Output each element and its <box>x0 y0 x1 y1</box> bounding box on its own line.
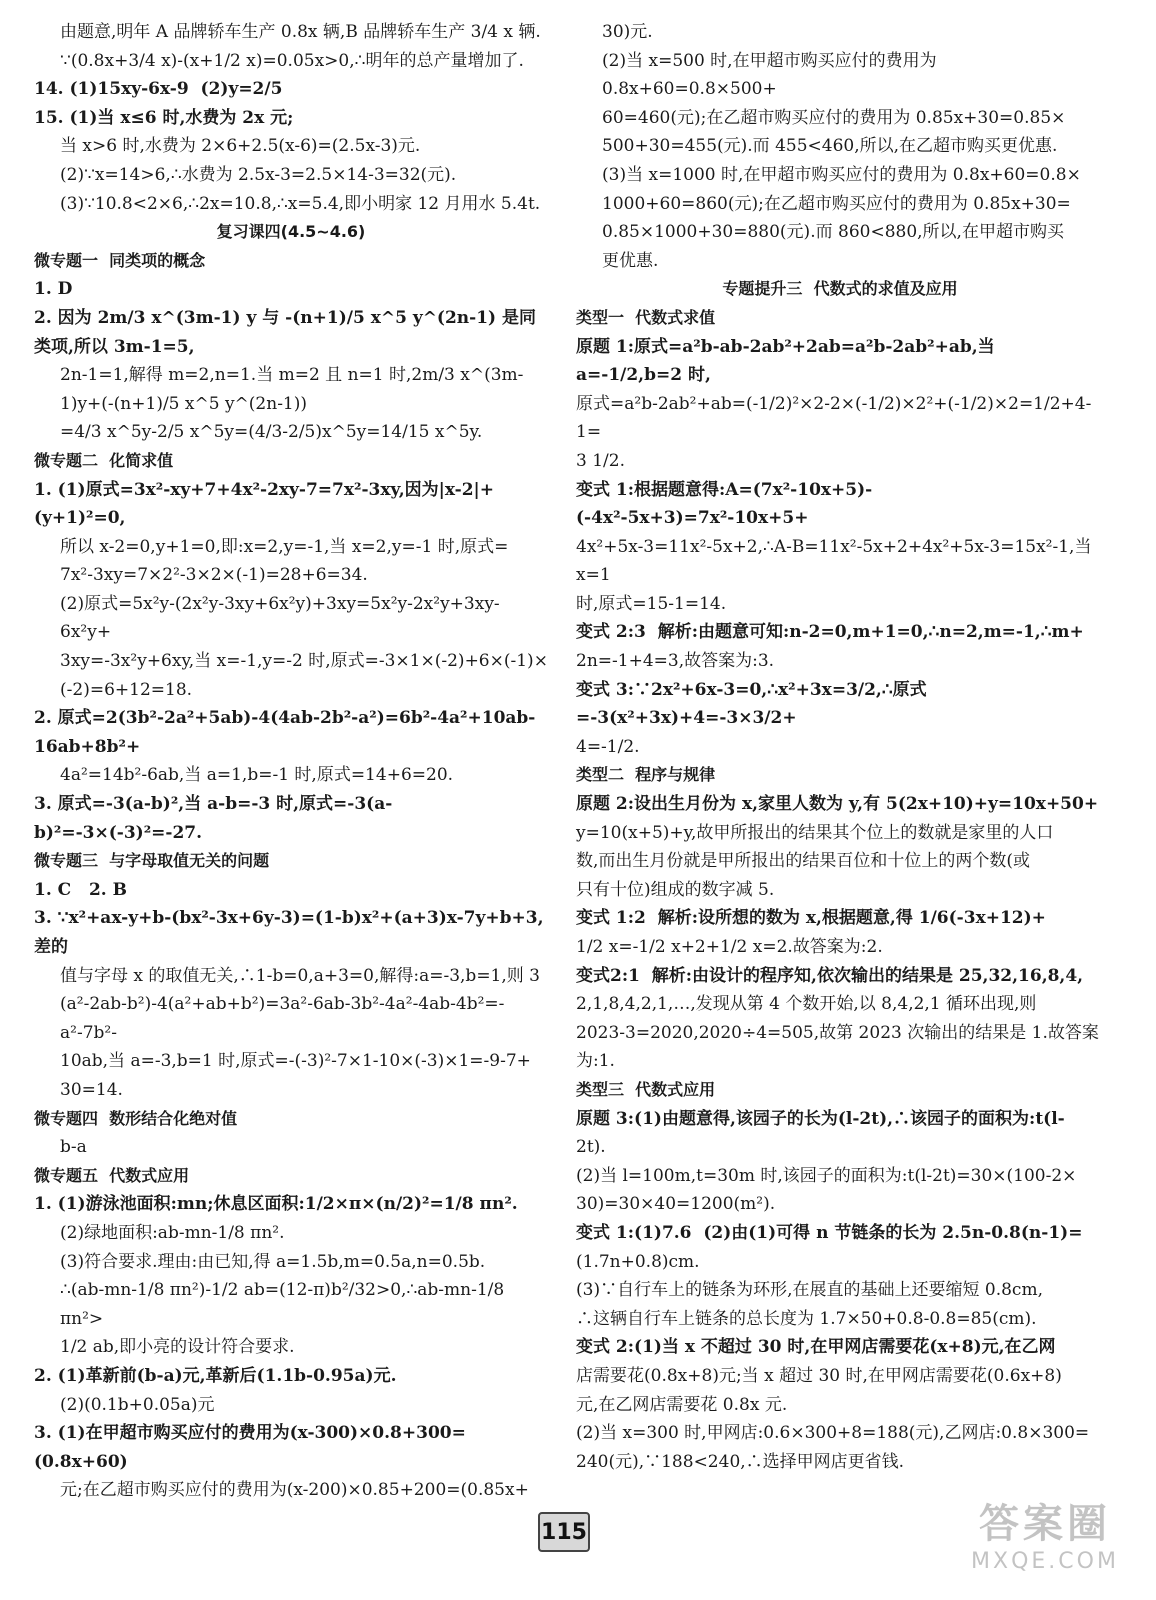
text-line: ∴(ab-mn-1/8 πn²)-1/2 ab=(12-π)b²/32>0,∴ab-mn-1/8 πn²> <box>60 1280 510 1329</box>
watermark-text: 答案圈 <box>979 1501 1111 1547</box>
text-line: 原题 1:原式=a²b-ab-2ab²+2ab=a²b-2ab²+ab,当 a=-1/2,b=2 时, <box>576 336 1001 386</box>
section-heading: 类型二 程序与规律 <box>576 765 716 785</box>
text-line: (1.7n+0.8)cm. <box>576 1251 700 1272</box>
text-line: (3)∵自行车上的链条为环形,在展直的基础上还要缩短 0.8cm, <box>576 1280 1043 1301</box>
text-line: ∴这辆自行车上链条的总长度为 1.7×50+0.8-0.8=85(cm). <box>576 1308 1037 1329</box>
chapter-title: 复习课四(4.5~4.6) <box>216 222 366 242</box>
section-heading: 微专题四 数形结合化绝对值 <box>34 1108 238 1128</box>
text-line: 1. C 2. B <box>34 879 127 900</box>
text-line: 由题意,明年 A 品牌轿车生产 0.8x 辆,B 品牌轿车生产 3/4 x 辆. <box>60 22 541 42</box>
text-line: 2. (1)革新前(b-a)元,革新后(1.1b-0.95a)元. <box>34 1365 397 1386</box>
text-line: 7x²-3xy=7×2²-3×2×(-1)=28+6=34. <box>60 565 368 586</box>
text-line: 240(元),∵188<240,∴选择甲网店更省钱. <box>576 1451 905 1472</box>
text-line: 2023-3=2020,2020÷4=505,故第 2023 次输出的结果是 1.故答案 <box>576 1022 1099 1043</box>
watermark-logo <box>940 1492 1150 1598</box>
text-line: 30)=30×40=1200(m²). <box>576 1194 776 1215</box>
text-line: 1000+60=860(元);在乙超市购买应付的费用为 0.85x+30= <box>602 193 1071 214</box>
text-line: 4=-1/2. <box>576 736 640 757</box>
text-line: 只有十位)组成的数字减 5. <box>576 879 775 900</box>
text-line: 2,1,8,4,2,1,…,发现从第 4 个数开始,以 8,4,2,1 循环出现,则 <box>576 994 1037 1015</box>
section-heading: 类型三 代数式应用 <box>576 1079 716 1099</box>
chapter-title: 专题提升三 代数式的求值及应用 <box>722 279 958 299</box>
text-line: 1. (1)原式=3x²-xy+7+4x²-2xy-7=7x²-3xy,因为|x-2|+(y+1)²=0, <box>34 479 494 529</box>
text-line: 原题 3:(1)由题意得,该园子的长为(l-2t),∴该园子的面积为:t(l- <box>576 1108 1065 1129</box>
text-line: 15. (1)当 x≤6 时,水费为 2x 元; <box>34 107 294 128</box>
text-line: 4x²+5x-3=11x²-5x+2,∴A-B=11x²-5x+2+4x²+5x-3=15x²-1,当 x=1 <box>576 536 1097 586</box>
text-line: 原式=a²b-2ab²+ab=(-1/2)²×2-2×(-1/2)×2²+(-1/2)×2=1/2+4-1= <box>576 393 1092 443</box>
text-line: 变式 1:根据题意得:A=(7x²-10x+5)-(-4x²-5x+3)=7x²-10x+5+ <box>576 479 873 529</box>
text-line: 3xy=-3x²y+6xy,当 x=-1,y=-2 时,原式=-3×1×(-2)+6×(-1)× <box>60 651 548 672</box>
text-line: 1/2 ab,即小亮的设计符合要求. <box>60 1337 295 1358</box>
text-line: 变式 2:3 解析:由题意可知:n-2=0,m+1=0,∴n=2,m=-1,∴m+ <box>576 622 1084 643</box>
page-number: 115 <box>538 1512 590 1552</box>
text-line: 2. 原式=2(3b²-2a²+5ab)-4(4ab-2b²-a²)=6b²-4a²+10ab-16ab+8b²+ <box>34 708 536 757</box>
text-line: 30=14. <box>60 1079 123 1100</box>
text-line: 500+30=455(元).而 455<460,所以,在乙超市购买更优惠. <box>602 136 1058 157</box>
text-line: 14. (1)15xy-6x-9 (2)y=2/5 <box>34 79 283 100</box>
section-heading: 微专题二 化简求值 <box>34 450 174 470</box>
text-line: 1. (1)游泳池面积:mn;休息区面积:1/2×π×(n/2)²=1/8 πn². <box>34 1194 518 1215</box>
text-line: 变式 3:∵2x²+6x-3=0,∴x²+3x=3/2,∴原式=-3(x²+3x)+4=-3×3/2+ <box>576 679 927 729</box>
text-line: 0.85×1000+30=880(元).而 860<880,所以,在甲超市购买 <box>602 222 1064 243</box>
text-line: 3 1/2. <box>576 450 625 471</box>
text-line: 值与字母 x 的取值无关,∴1-b=0,a+3=0,解得:a=-3,b=1,则 3 <box>60 965 541 986</box>
text-line: (2)∵x=14>6,∴水费为 2.5x-3=2.5×14-3=32(元). <box>60 164 457 185</box>
section-heading: 微专题五 代数式应用 <box>34 1165 190 1185</box>
text-line: 数,而出生月份就是甲所报出的结果百位和十位上的两个数(或 <box>576 851 1031 872</box>
text-line: 变式 2:(1)当 x 不超过 30 时,在甲网店需要花(x+8)元,在乙网 <box>576 1337 1056 1358</box>
text-line: 30)元. <box>602 22 653 42</box>
text-line: =4/3 x^5y-2/5 x^5y=(4/3-2/5)x^5y=14/15 x^5y. <box>60 422 483 443</box>
text-line: 当 x>6 时,水费为 2×6+2.5(x-6)=(2.5x-3)元. <box>60 136 421 157</box>
text-line: (-2)=6+12=18. <box>60 679 193 700</box>
text-line: 3. 原式=-3(a-b)²,当 a-b=-3 时,原式=-3(a-b)²=-3×(-3)²=-27. <box>34 794 393 843</box>
section-heading: 类型一 代数式求值 <box>576 307 716 327</box>
text-line: (2)原式=5x²y-(2x²y-3xy+6x²y)+3xy=5x²y-2x²y+3xy-6x²y+ <box>60 593 500 643</box>
text-line: (2)(0.1b+0.05a)元 <box>60 1394 215 1415</box>
text-line: (2)当 x=300 时,甲网店:0.6×300+8=188(元),乙网店:0.8×300= <box>576 1423 1090 1444</box>
text-line: 2t). <box>576 1137 606 1158</box>
text-line: 元;在乙超市购买应付的费用为(x-200)×0.85+200=(0.85x+ <box>60 1480 529 1501</box>
text-line: (2)当 x=500 时,在甲超市购买应付的费用为 0.8x+60=0.8×500+ <box>602 50 942 100</box>
text-line: 3. ∵x²+ax-y+b-(bx²-3x+6y-3)=(1-b)x²+(a+3)x-7y+b+3,差的 <box>34 908 544 957</box>
text-line: ∵(0.8x+3/4 x)-(x+1/2 x)=0.05x>0,∴明年的总产量增加了. <box>60 50 524 71</box>
text-line: (a²-2ab-b²)-4(a²+ab+b²)=3a²-6ab-3b²-4a²-4ab-4b²=-a²-7b²- <box>60 994 505 1043</box>
text-line: 3. (1)在甲超市购买应付的费用为(x-300)×0.8+300=(0.8x+60) <box>34 1423 466 1472</box>
text-line: 时,原式=15-1=14. <box>576 593 727 614</box>
watermark-url: MXQE.COM <box>971 1549 1119 1574</box>
text-line: 10ab,当 a=-3,b=1 时,原式=-(-3)²-7×1-10×(-3)×1=-9-7+ <box>60 1051 531 1072</box>
text-line: (3)∵10.8<2×6,∴2x=10.8,∴x=5.4,即小明家 12 月用水 5.4t. <box>60 193 541 214</box>
text-line: 元,在乙网店需要花 0.8x 元. <box>576 1394 788 1415</box>
section-heading: 微专题一 同类项的概念 <box>34 250 206 270</box>
text-line: 1. D <box>34 279 73 300</box>
text-line: y=10(x+5)+y,故甲所报出的结果其个位上的数就是家里的人口 <box>576 822 1054 843</box>
text-line: 变式2:1 解析:由设计的程序知,依次输出的结果是 25,32,16,8,4, <box>576 965 1084 986</box>
text-line: 更优惠. <box>602 250 659 271</box>
text-line: (2)绿地面积:ab-mn-1/8 πn². <box>60 1222 285 1243</box>
text-line: (3)符合要求.理由:由已知,得 a=1.5b,m=0.5a,n=0.5b. <box>60 1251 486 1272</box>
text-line: 原题 2:设出生月份为 x,家里人数为 y,有 5(2x+10)+y=10x+50+ <box>576 794 1099 815</box>
text-line: 60=460(元);在乙超市购买应付的费用为 0.85x+30=0.85× <box>602 107 1066 128</box>
text-line: 变式 1:(1)7.6 (2)由(1)可得 n 节链条的长为 2.5n-0.8(n-1)= <box>576 1222 1083 1243</box>
text-line: (2)当 l=100m,t=30m 时,该园子的面积为:t(l-2t)=30×(100-2× <box>576 1165 1077 1186</box>
right-column <box>576 18 1104 1476</box>
text-line: 1/2 x=-1/2 x+2+1/2 x=2.故答案为:2. <box>576 937 883 957</box>
text-line: b-a <box>60 1137 87 1158</box>
section-heading: 微专题三 与字母取值无关的问题 <box>34 851 270 871</box>
text-line: 2n-1=1,解得 m=2,n=1.当 m=2 且 n=1 时,2m/3 x^(3m-1)y+(-(n+1)/5 x^5 y^(2n-1)) <box>60 365 524 414</box>
text-line: 店需要花(0.8x+8)元;当 x 超过 30 时,在甲网店需要花(0.6x+8) <box>576 1365 1062 1386</box>
text-line: 2n=-1+4=3,故答案为:3. <box>576 651 775 672</box>
text-line: 变式 1:2 解析:设所想的数为 x,根据题意,得 1/6(-3x+12)+ <box>576 908 1046 929</box>
text-line: 为:1. <box>576 1051 615 1072</box>
text-line: 2. 因为 2m/3 x^(3m-1) y 与 -(n+1)/5 x^5 y^(2n-1) 是同类项,所以 3m-1=5, <box>34 307 537 357</box>
text-line: 4a²=14b²-6ab,当 a=1,b=-1 时,原式=14+6=20. <box>60 765 454 786</box>
text-line: (3)当 x=1000 时,在甲超市购买应付的费用为 0.8x+60=0.8× <box>602 164 1081 185</box>
left-column <box>34 18 548 1505</box>
text-line: 所以 x-2=0,y+1=0,即:x=2,y=-1,当 x=2,y=-1 时,原式= <box>60 536 509 557</box>
